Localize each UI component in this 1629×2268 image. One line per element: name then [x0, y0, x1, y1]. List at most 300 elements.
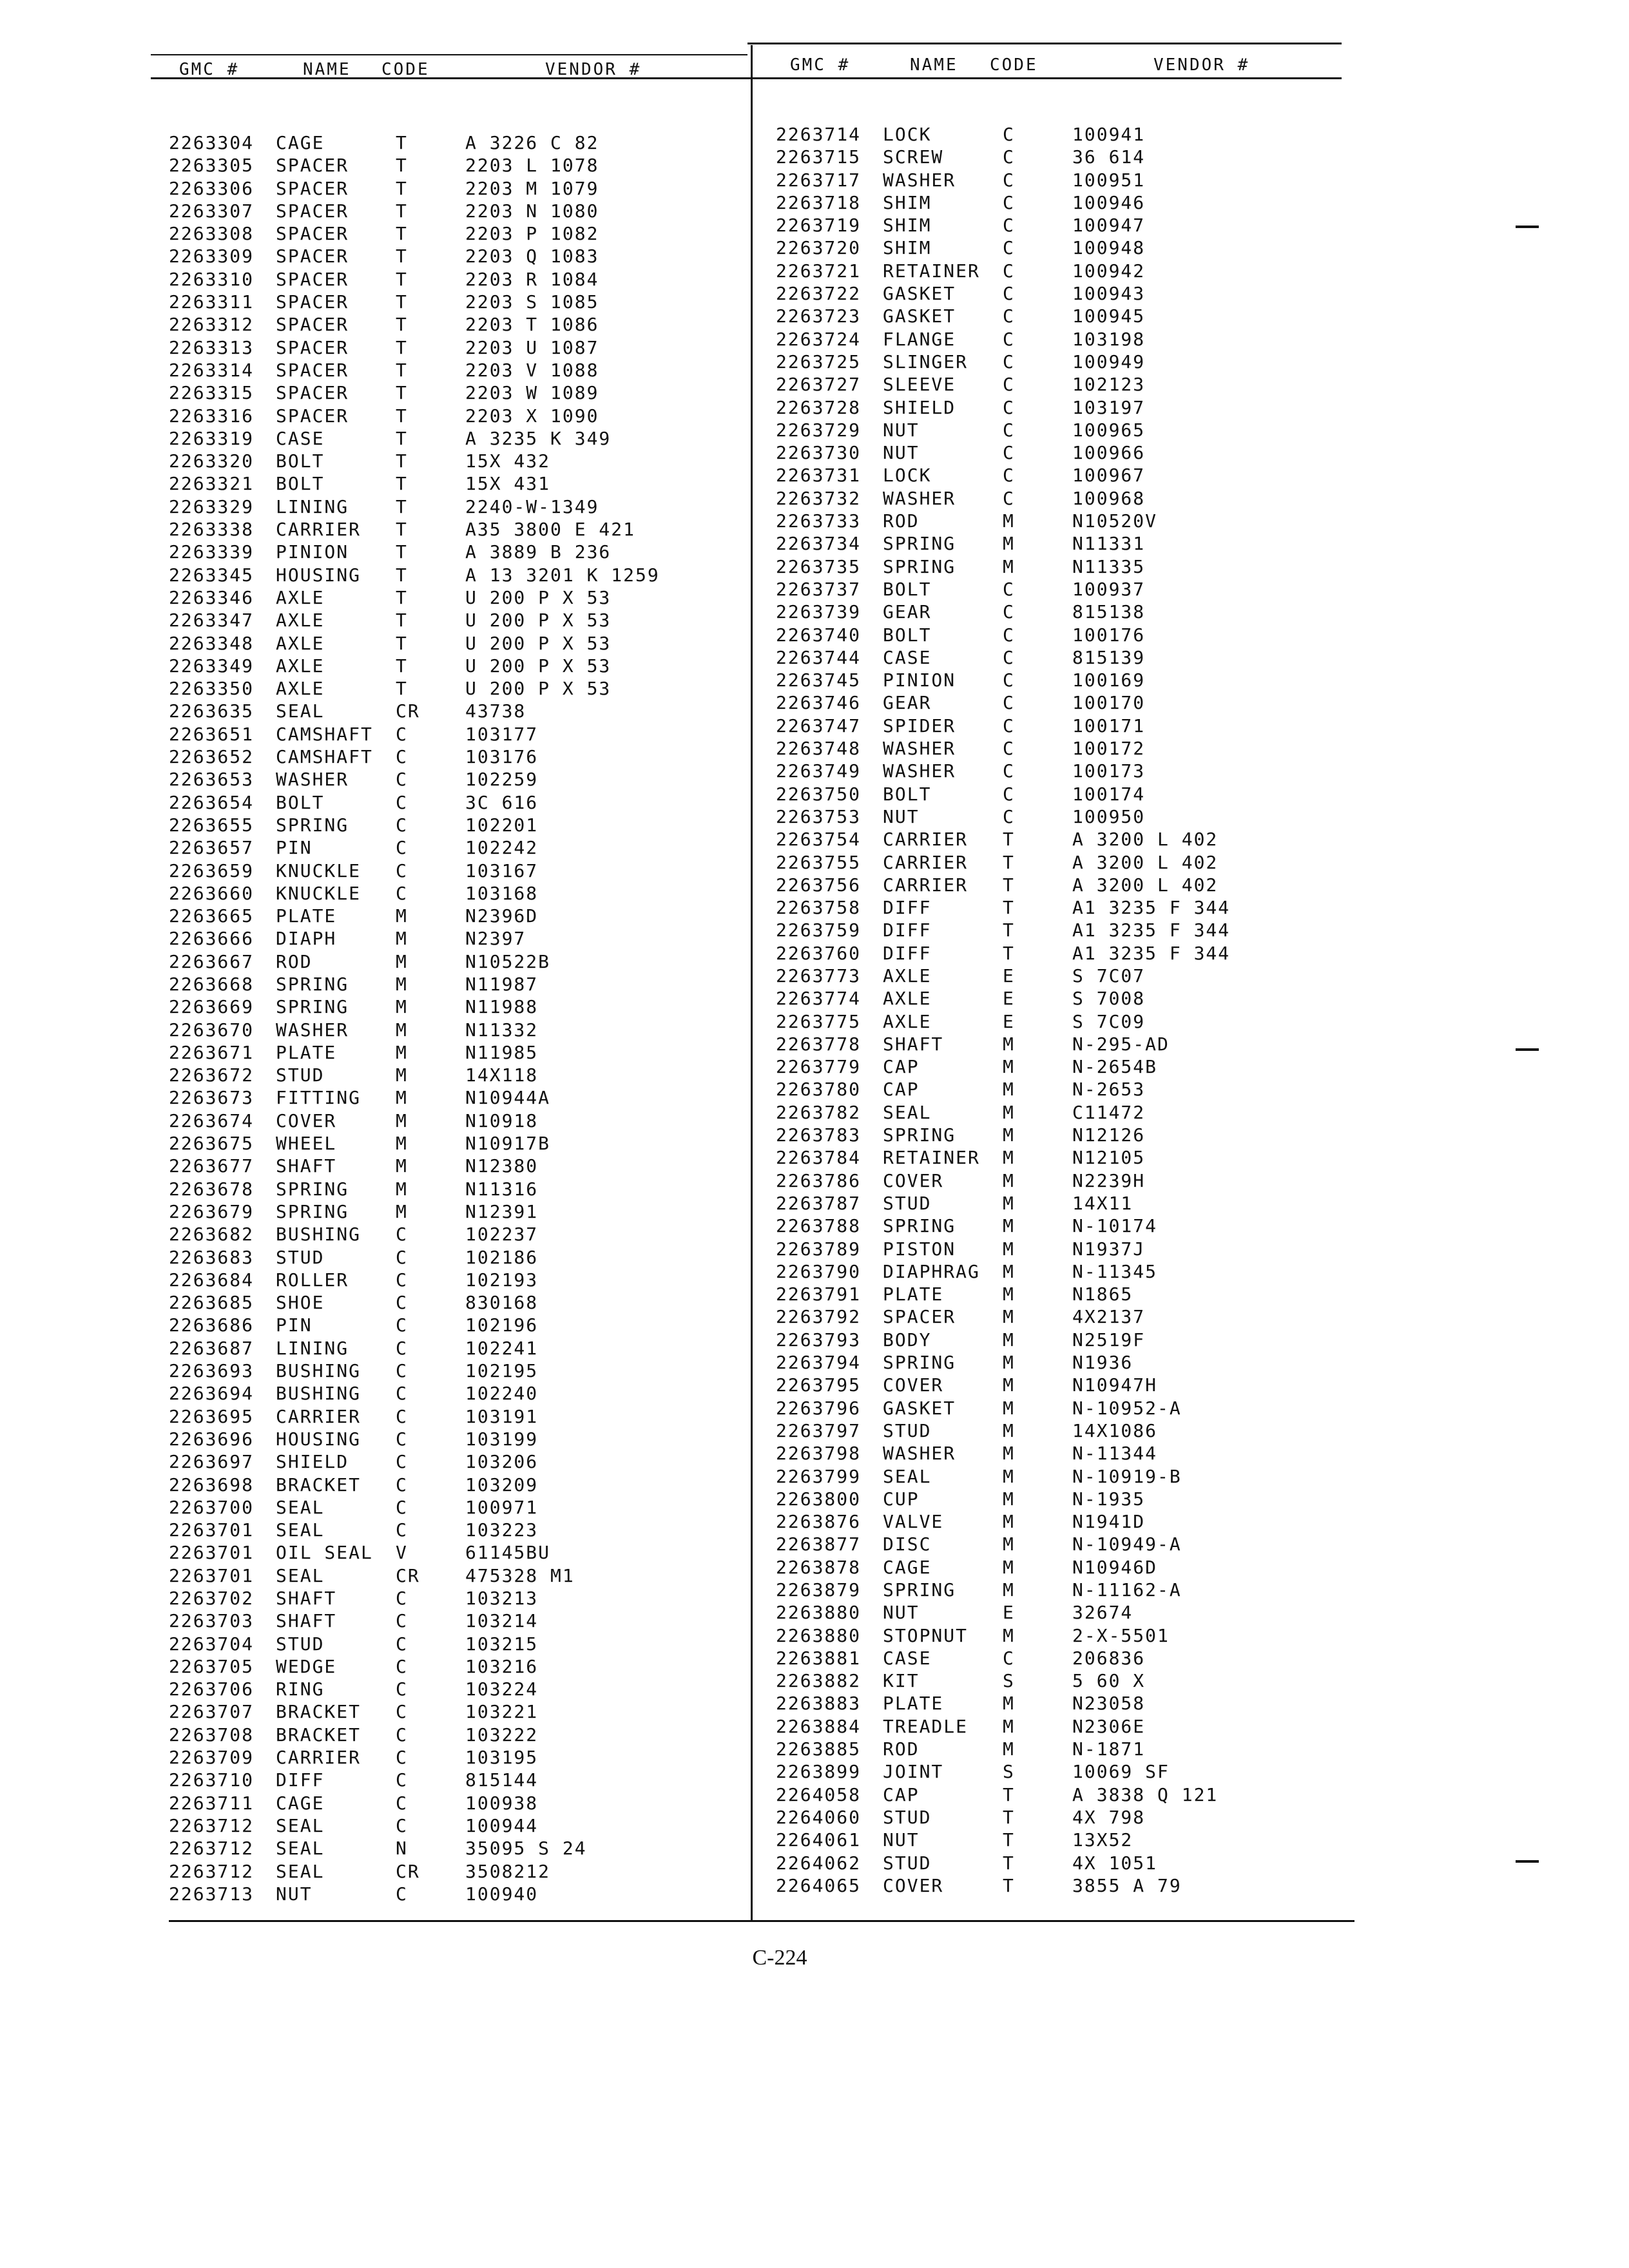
part-name: WASHER	[883, 487, 956, 509]
part-name: SEAL	[276, 1814, 325, 1836]
parts-row	[776, 510, 1343, 532]
part-name: LOCK	[883, 124, 932, 145]
part-name: WEDGE	[276, 1655, 337, 1677]
gmc-number: 2263712	[169, 1838, 255, 1860]
gmc-number: 2263748	[776, 738, 862, 760]
parts-row	[169, 1541, 736, 1564]
vendor-number: 103214	[465, 1610, 539, 1632]
part-name: ROLLER	[276, 1269, 349, 1291]
part-name: STUD	[883, 1852, 932, 1874]
vendor-number: A 13 3201 K 1259	[465, 564, 660, 586]
source-code: CR	[396, 700, 420, 722]
parts-row	[776, 419, 1343, 441]
vendor-number: U 200 P X 53	[465, 586, 612, 608]
part-name: SPACER	[276, 177, 349, 199]
part-name: CAGE	[276, 1792, 325, 1814]
right-header-code: CODE	[990, 55, 1038, 75]
part-name: PINION	[276, 541, 349, 563]
part-name: CUP	[883, 1488, 920, 1510]
gmc-number: 2263718	[776, 191, 862, 213]
parts-row	[169, 1655, 736, 1678]
gmc-number: 2263732	[776, 487, 862, 509]
gmc-number: 2263749	[776, 760, 862, 782]
vendor-number: 100951	[1072, 169, 1146, 191]
source-code: T	[396, 155, 408, 177]
parts-row	[169, 860, 736, 882]
parts-row	[169, 427, 736, 450]
part-name: AXLE	[276, 678, 325, 700]
part-name: CAMSHAFT	[276, 746, 373, 768]
gmc-number: 2263711	[169, 1792, 255, 1814]
gmc-number: 2263756	[776, 874, 862, 896]
part-name: SLEEVE	[883, 374, 956, 396]
source-code: M	[1003, 1738, 1015, 1760]
gmc-number: 2263350	[169, 678, 255, 700]
parts-row	[169, 1860, 736, 1883]
parts-row	[169, 995, 736, 1018]
parts-row	[776, 805, 1343, 828]
part-name: WASHER	[276, 769, 349, 791]
part-name: BOLT	[276, 450, 325, 472]
part-name: SHIM	[883, 215, 932, 236]
part-name: SPRING	[276, 996, 349, 1018]
parts-row	[776, 624, 1343, 646]
gmc-number: 2263786	[776, 1169, 862, 1191]
part-name: SPACER	[276, 314, 349, 336]
part-name: NUT	[883, 442, 920, 464]
vendor-number: 102240	[465, 1383, 539, 1405]
part-name: WHEEL	[276, 1133, 337, 1155]
source-code: C	[396, 1292, 408, 1314]
gmc-number: 2263717	[776, 169, 862, 191]
parts-row	[169, 1405, 736, 1428]
vendor-number: 102241	[465, 1337, 539, 1359]
parts-row	[776, 328, 1343, 351]
source-code: C	[396, 1428, 408, 1450]
vendor-number: N-10949-A	[1072, 1533, 1182, 1555]
gmc-number: 2263657	[169, 837, 255, 859]
vendor-number: 2240-W-1349	[465, 495, 599, 517]
parts-row	[169, 882, 736, 905]
part-name: SPIDER	[883, 715, 956, 736]
right-header-gmc: GMC #	[790, 55, 851, 75]
source-code: T	[396, 314, 408, 336]
vendor-number: N2306E	[1072, 1715, 1146, 1737]
parts-row	[776, 783, 1343, 805]
source-code: T	[1003, 919, 1015, 941]
source-code: C	[396, 1610, 408, 1632]
part-name: SPACER	[276, 223, 349, 245]
parts-row	[776, 1124, 1343, 1146]
source-code: C	[396, 860, 408, 881]
part-name: ROD	[883, 1738, 920, 1760]
parts-row	[776, 236, 1343, 259]
vendor-number: 103199	[465, 1428, 539, 1450]
parts-row	[776, 532, 1343, 555]
gmc-number: 2263784	[776, 1147, 862, 1169]
gmc-number: 2263754	[776, 829, 862, 850]
source-code: C	[396, 837, 408, 859]
source-code: C	[1003, 442, 1015, 464]
parts-row	[169, 131, 736, 154]
gmc-number: 2263651	[169, 723, 255, 745]
gmc-number: 2263778	[776, 1033, 862, 1055]
gmc-number: 2263899	[776, 1761, 862, 1783]
gmc-number: 2263710	[169, 1769, 255, 1791]
gmc-number: 2263696	[169, 1428, 255, 1450]
column-divider	[751, 45, 753, 1920]
parts-row	[776, 305, 1343, 327]
vendor-number: A 3200 L 402	[1072, 829, 1219, 850]
source-code: M	[396, 1133, 408, 1155]
source-code: C	[396, 1747, 408, 1769]
top-rule	[747, 43, 1342, 44]
vendor-number: 100174	[1072, 783, 1146, 805]
source-code: C	[396, 1451, 408, 1473]
source-code: T	[1003, 942, 1015, 964]
gmc-number: 2263779	[776, 1056, 862, 1078]
part-name: BRACKET	[276, 1724, 361, 1745]
gmc-number: 2263791	[776, 1283, 862, 1305]
parts-row	[776, 1533, 1343, 1555]
parts-row	[776, 1647, 1343, 1669]
vendor-number: 102242	[465, 837, 539, 859]
part-name: SPRING	[276, 1178, 349, 1200]
source-code: M	[1003, 1033, 1015, 1055]
parts-row	[169, 245, 736, 267]
vendor-number: A 3226 C 82	[465, 132, 599, 153]
part-name: CAP	[883, 1079, 920, 1100]
part-name: HOUSING	[276, 1428, 361, 1450]
parts-row	[169, 1155, 736, 1177]
margin-mark	[1516, 226, 1539, 228]
gmc-number: 2263760	[776, 942, 862, 964]
vendor-number: N23058	[1072, 1693, 1146, 1715]
source-code: C	[1003, 260, 1015, 282]
parts-row	[169, 632, 736, 655]
vendor-number: 100943	[1072, 283, 1146, 305]
source-code: C	[396, 814, 408, 836]
gmc-number: 2263320	[169, 450, 255, 472]
parts-row	[169, 1041, 736, 1064]
part-name: SHIM	[883, 237, 932, 259]
part-name: WASHER	[883, 738, 956, 760]
part-name: CASE	[883, 1647, 932, 1669]
vendor-number: 100941	[1072, 124, 1146, 145]
source-code: C	[396, 769, 408, 791]
part-name: KNUCKLE	[276, 860, 361, 881]
part-name: BRACKET	[276, 1701, 361, 1723]
gmc-number: 2263346	[169, 586, 255, 608]
parts-row	[776, 1169, 1343, 1192]
parts-row	[776, 851, 1343, 874]
gmc-number: 2263734	[776, 533, 862, 555]
vendor-number: N10917B	[465, 1133, 551, 1155]
vendor-number: 100944	[465, 1814, 539, 1836]
part-name: SPRING	[883, 1579, 956, 1600]
part-name: KIT	[883, 1670, 920, 1692]
part-name: SPACER	[883, 1306, 956, 1328]
parts-row	[169, 586, 736, 609]
vendor-number: N12380	[465, 1155, 539, 1177]
parts-row	[776, 942, 1343, 965]
parts-row	[776, 691, 1343, 714]
vendor-number: 206836	[1072, 1647, 1146, 1669]
vendor-number: N11335	[1072, 555, 1146, 577]
source-code: T	[396, 268, 408, 290]
parts-row	[776, 1874, 1343, 1897]
parts-row	[169, 200, 736, 222]
part-name: WASHER	[883, 760, 956, 782]
part-name: SPRING	[276, 973, 349, 995]
source-code: M	[1003, 1488, 1015, 1510]
vendor-number: N1936	[1072, 1352, 1133, 1374]
parts-row	[776, 555, 1343, 578]
gmc-number: 2263319	[169, 427, 255, 449]
parts-row	[169, 1769, 736, 1791]
gmc-number: 2263737	[776, 578, 862, 600]
gmc-number: 2263701	[169, 1542, 255, 1564]
source-code: C	[396, 1337, 408, 1359]
vendor-number: N1941D	[1072, 1511, 1146, 1533]
parts-row	[169, 791, 736, 814]
parts-row	[776, 1510, 1343, 1533]
right-header-name: NAME	[910, 55, 958, 75]
vendor-number: 2203 P 1082	[465, 223, 599, 245]
part-name: SPACER	[276, 405, 349, 427]
vendor-number: S 7C09	[1072, 1010, 1146, 1032]
parts-row	[776, 1101, 1343, 1124]
gmc-number: 2263720	[776, 237, 862, 259]
parts-row	[169, 518, 736, 541]
source-code: C	[396, 1246, 408, 1268]
vendor-number: N-1935	[1072, 1488, 1146, 1510]
parts-row	[776, 169, 1343, 191]
parts-row	[169, 1587, 736, 1610]
parts-row	[776, 1715, 1343, 1738]
left-header-top-rule	[151, 54, 747, 55]
part-name: DIAPH	[276, 928, 337, 950]
gmc-number: 2263795	[776, 1374, 862, 1396]
source-code: C	[1003, 215, 1015, 236]
part-name: SPRING	[883, 1215, 956, 1237]
part-name: DIFF	[883, 942, 932, 964]
right-parts-list	[776, 123, 1343, 1897]
parts-row	[169, 745, 736, 768]
gmc-number: 2263704	[169, 1633, 255, 1655]
vendor-number: U 200 P X 53	[465, 632, 612, 654]
parts-row	[776, 737, 1343, 760]
source-code: M	[1003, 1056, 1015, 1078]
gmc-number: 2263725	[776, 351, 862, 372]
parts-row	[169, 1019, 736, 1041]
vendor-number: 102201	[465, 814, 539, 836]
part-name: DIFF	[883, 919, 932, 941]
gmc-number: 2263884	[776, 1715, 862, 1737]
source-code: C	[396, 1588, 408, 1609]
part-name: NUT	[276, 1883, 313, 1905]
gmc-number: 2263309	[169, 245, 255, 267]
parts-row	[776, 1442, 1343, 1465]
gmc-number: 2263712	[169, 1814, 255, 1836]
vendor-number: 10069 SF	[1072, 1761, 1170, 1783]
source-code: T	[396, 495, 408, 517]
source-code: C	[1003, 692, 1015, 714]
vendor-number: 35095 S 24	[465, 1838, 587, 1860]
gmc-number: 2264065	[776, 1874, 862, 1896]
parts-row	[169, 1314, 736, 1336]
vendor-number: 14X118	[465, 1064, 539, 1086]
part-name: STUD	[276, 1633, 325, 1655]
part-name: SCREW	[883, 146, 944, 168]
part-name: SHOE	[276, 1292, 325, 1314]
part-name: CASE	[276, 427, 325, 449]
part-name: RING	[276, 1678, 325, 1700]
gmc-number: 2263653	[169, 769, 255, 791]
gmc-number: 2263684	[169, 1269, 255, 1291]
vendor-number: 14X11	[1072, 1192, 1133, 1214]
part-name: CAP	[883, 1783, 920, 1805]
vendor-number: 100949	[1072, 351, 1146, 372]
part-name: ROD	[276, 950, 313, 972]
gmc-number: 2263789	[776, 1238, 862, 1260]
part-name: SPACER	[276, 291, 349, 313]
gmc-number: 2263339	[169, 541, 255, 563]
vendor-number: N-11344	[1072, 1443, 1158, 1465]
part-name: SPRING	[276, 1200, 349, 1222]
source-code: M	[1003, 1101, 1015, 1123]
vendor-number: N12391	[465, 1200, 539, 1222]
parts-row	[776, 441, 1343, 464]
parts-row	[169, 700, 736, 722]
parts-row	[776, 1305, 1343, 1328]
vendor-number: N-10174	[1072, 1215, 1158, 1237]
part-name: SEAL	[276, 1838, 325, 1860]
source-code: C	[396, 1496, 408, 1518]
vendor-number: 103191	[465, 1405, 539, 1427]
vendor-number: N2396D	[465, 905, 539, 927]
gmc-number: 2264062	[776, 1852, 862, 1874]
gmc-number: 2263790	[776, 1260, 862, 1282]
part-name: SPACER	[276, 268, 349, 290]
part-name: BUSHING	[276, 1360, 361, 1382]
vendor-number: 2203 S 1085	[465, 291, 599, 313]
parts-row	[776, 715, 1343, 737]
parts-row	[169, 1837, 736, 1860]
gmc-number: 2263701	[169, 1519, 255, 1541]
parts-row	[169, 1883, 736, 1905]
parts-row	[776, 828, 1343, 850]
gmc-number: 2263670	[169, 1019, 255, 1041]
source-code: C	[1003, 419, 1015, 441]
gmc-number: 2263731	[776, 465, 862, 486]
gmc-number: 2263314	[169, 359, 255, 381]
source-code: M	[396, 1110, 408, 1131]
source-code: C	[396, 1769, 408, 1791]
vendor-number: N2397	[465, 928, 526, 950]
gmc-number: 2263794	[776, 1352, 862, 1374]
gmc-number: 2263697	[169, 1451, 255, 1473]
gmc-number: 2263729	[776, 419, 862, 441]
parts-row	[169, 768, 736, 791]
source-code: M	[1003, 1693, 1015, 1715]
vendor-number: N-295-AD	[1072, 1033, 1170, 1055]
part-name: COVER	[883, 1874, 944, 1896]
source-code: C	[1003, 283, 1015, 305]
vendor-number: N11987	[465, 973, 539, 995]
source-code: T	[396, 245, 408, 267]
parts-row	[776, 146, 1343, 168]
gmc-number: 2263750	[776, 783, 862, 805]
vendor-number: 2203 X 1090	[465, 405, 599, 427]
part-name: STUD	[883, 1419, 932, 1441]
source-code: C	[1003, 351, 1015, 372]
part-name: CARRIER	[276, 1405, 361, 1427]
source-code: T	[1003, 1874, 1015, 1896]
source-code: C	[1003, 305, 1015, 327]
part-name: CAGE	[883, 1556, 932, 1578]
gmc-number: 2263347	[169, 610, 255, 631]
part-name: DISC	[883, 1533, 932, 1555]
part-name: CAMSHAFT	[276, 723, 373, 745]
gmc-number: 2263315	[169, 382, 255, 404]
parts-row	[169, 541, 736, 563]
parts-row	[776, 1806, 1343, 1829]
source-code: C	[396, 1655, 408, 1677]
gmc-number: 2263880	[776, 1602, 862, 1624]
part-name: CARRIER	[883, 829, 969, 850]
part-name: BRACKET	[276, 1474, 361, 1495]
parts-row	[776, 987, 1343, 1010]
gmc-number: 2263774	[776, 988, 862, 1010]
gmc-number: 2263775	[776, 1010, 862, 1032]
source-code: C	[1003, 624, 1015, 646]
source-code: M	[396, 1155, 408, 1177]
part-name: SEAL	[883, 1101, 932, 1123]
part-name: COVER	[276, 1110, 337, 1131]
gmc-number: 2263659	[169, 860, 255, 881]
vendor-number: 100950	[1072, 805, 1146, 827]
source-code: M	[1003, 510, 1015, 532]
vendor-number: 5 60 X	[1072, 1670, 1146, 1692]
part-name: PIN	[276, 1314, 313, 1336]
part-name: BODY	[883, 1329, 932, 1350]
gmc-number: 2263788	[776, 1215, 862, 1237]
part-name: CARRIER	[883, 874, 969, 896]
part-name: SPRING	[883, 1352, 956, 1374]
source-code: T	[396, 541, 408, 563]
part-name: AXLE	[276, 632, 325, 654]
source-code: M	[396, 1019, 408, 1041]
part-name: CAP	[883, 1056, 920, 1078]
vendor-number: 103177	[465, 723, 539, 745]
gmc-number: 2263304	[169, 132, 255, 153]
part-name: AXLE	[883, 1010, 932, 1032]
parts-row	[776, 351, 1343, 373]
source-code: M	[1003, 555, 1015, 577]
gmc-number: 2263313	[169, 336, 255, 358]
vendor-number: S 7C07	[1072, 965, 1146, 986]
parts-row	[776, 282, 1343, 305]
gmc-number: 2263715	[776, 146, 862, 168]
part-name: GEAR	[883, 601, 932, 623]
source-code: T	[396, 132, 408, 153]
source-code: M	[1003, 1443, 1015, 1465]
parts-row	[776, 1078, 1343, 1100]
source-code: C	[396, 1883, 408, 1905]
part-name: BOLT	[883, 578, 932, 600]
part-name: SPACER	[276, 245, 349, 267]
